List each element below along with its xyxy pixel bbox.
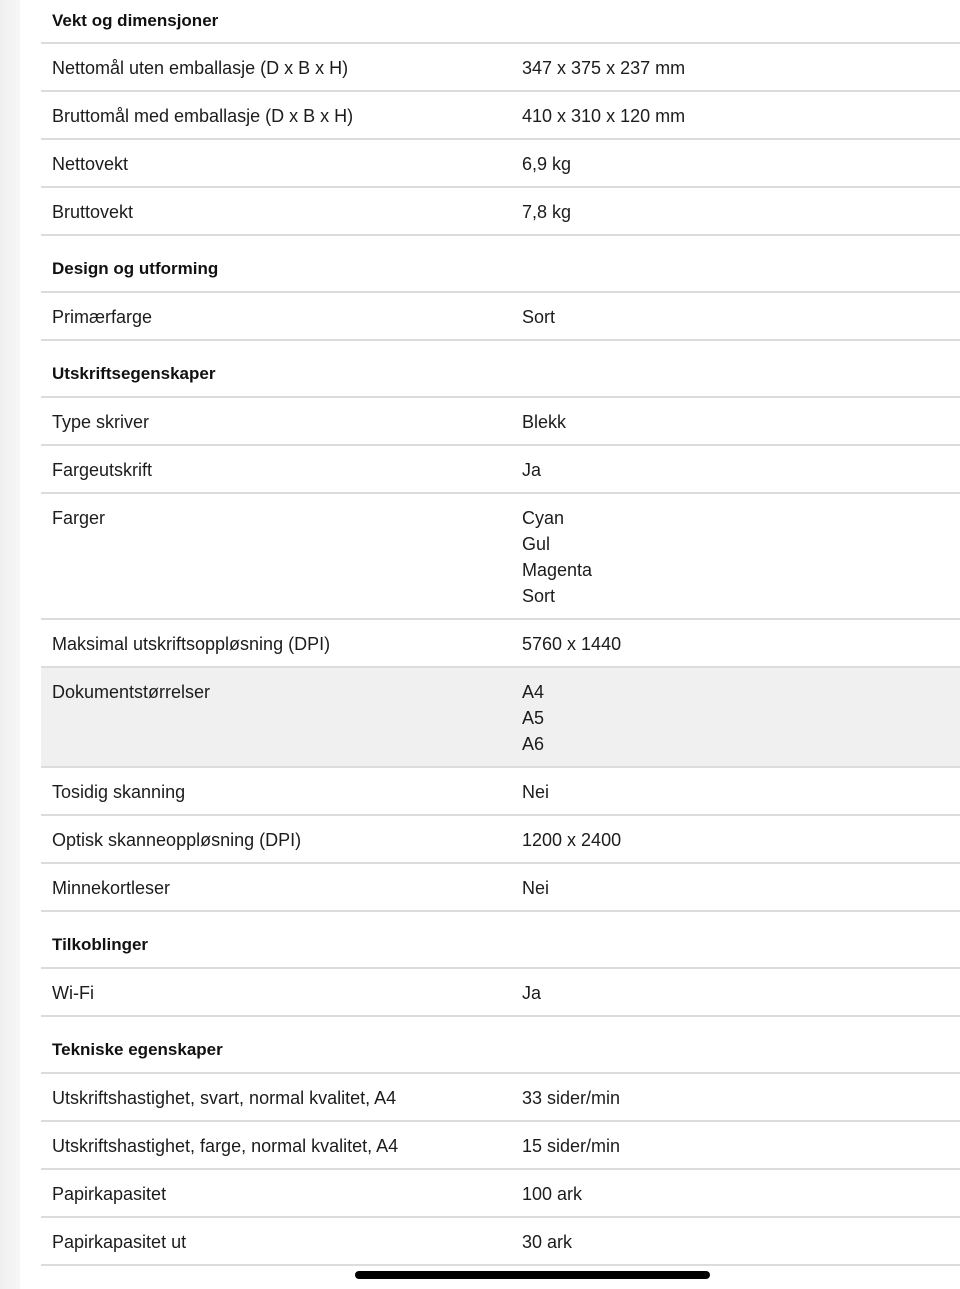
spec-row [41, 1122, 960, 1170]
spec-value [522, 1074, 960, 1120]
spec-value [522, 768, 960, 814]
spec-row [41, 1074, 960, 1122]
spec-value-line: Sort [522, 307, 556, 327]
spec-value [522, 620, 960, 666]
spec-value-line: Gul [522, 534, 551, 554]
spec-label: Farger [52, 508, 106, 528]
spec-row [41, 864, 960, 912]
spec-value-line: A5 [522, 708, 545, 728]
spec-label: Fargeutskrift [52, 460, 153, 480]
section-heading: Tilkoblinger [41, 912, 960, 969]
spec-row [41, 1170, 960, 1218]
spec-value-line: 410 x 310 x 120 mm [522, 106, 686, 126]
spec-label: Wi-Fi [52, 983, 94, 1003]
spec-value [522, 969, 960, 1015]
spec-row [41, 768, 960, 816]
spec-label: Maksimal utskriftsoppløsning (DPI) [52, 634, 331, 654]
spec-value [522, 188, 960, 234]
spec-value-line: 15 sider/min [522, 1136, 621, 1156]
spec-value [522, 293, 960, 339]
spec-value-line: 5760 x 1440 [522, 634, 622, 654]
spec-value-line: Cyan [522, 508, 565, 528]
spec-value [522, 398, 960, 444]
spec-label: Papirkapasitet ut [52, 1232, 187, 1252]
spec-label: Primærfarge [52, 307, 153, 327]
spec-row [41, 668, 960, 768]
left-gutter [0, 0, 20, 1289]
spec-value-line: Magenta [522, 560, 593, 580]
spec-value-line: A6 [522, 734, 545, 754]
section-heading: Vekt og dimensjoner [41, 0, 960, 44]
spec-value-line: 7,8 kg [522, 202, 572, 222]
spec-row [41, 92, 960, 140]
spec-value [522, 446, 960, 492]
spec-row [41, 446, 960, 494]
spec-row [41, 188, 960, 236]
spec-value [522, 1122, 960, 1168]
spec-value-line: Ja [522, 460, 542, 480]
spec-value-line: Nei [522, 878, 550, 898]
spec-value-line: 30 ark [522, 1232, 573, 1252]
spec-value [522, 140, 960, 186]
spec-value [522, 44, 960, 90]
home-indicator [355, 1271, 710, 1279]
spec-label: Bruttomål med emballasje (D x B x H) [52, 106, 354, 126]
spec-value-line: 347 x 375 x 237 mm [522, 58, 686, 78]
section-heading: Tekniske egenskaper [41, 1017, 960, 1074]
spec-label: Papirkapasitet [52, 1184, 167, 1204]
spec-row [41, 494, 960, 620]
spec-row [41, 969, 960, 1017]
section-heading: Utskriftsegenskaper [41, 341, 960, 398]
spec-value-line: Nei [522, 782, 550, 802]
spec-row [41, 816, 960, 864]
spec-value-line: Blekk [522, 412, 567, 432]
spec-value-line: Ja [522, 983, 542, 1003]
spec-label: Optisk skanneoppløsning (DPI) [52, 830, 302, 850]
spec-label: Minnekortleser [52, 878, 171, 898]
spec-label: Utskriftshastighet, svart, normal kvalitet, A4 [52, 1088, 397, 1108]
spec-value-line: 100 ark [522, 1184, 583, 1204]
spec-row [41, 620, 960, 668]
spec-label: Dokumentstørrelser [52, 682, 211, 702]
spec-label: Nettovekt [52, 154, 129, 174]
spec-label: Utskriftshastighet, farge, normal kvalitet, A4 [52, 1136, 399, 1156]
spec-value-line: 1200 x 2400 [522, 830, 622, 850]
spec-value-line: Sort [522, 586, 556, 606]
section-heading: Design og utforming [41, 236, 960, 293]
spec-row [41, 44, 960, 92]
spec-value [522, 864, 960, 910]
specifications-table [41, 0, 960, 1266]
spec-value-line: 6,9 kg [522, 154, 572, 174]
spec-value [522, 1218, 960, 1264]
spec-value [522, 1170, 960, 1216]
spec-label: Type skriver [52, 412, 150, 432]
spec-label: Bruttovekt [52, 202, 134, 222]
spec-row [41, 293, 960, 341]
spec-value-line: 33 sider/min [522, 1088, 621, 1108]
spec-row [41, 1218, 960, 1266]
spec-value [522, 816, 960, 862]
spec-row [41, 140, 960, 188]
spec-label: Tosidig skanning [52, 782, 186, 802]
spec-value-line: A4 [522, 682, 545, 702]
spec-value [522, 92, 960, 138]
spec-label: Nettomål uten emballasje (D x B x H) [52, 58, 349, 78]
spec-value [522, 494, 960, 618]
spec-value [522, 668, 960, 766]
spec-row [41, 398, 960, 446]
